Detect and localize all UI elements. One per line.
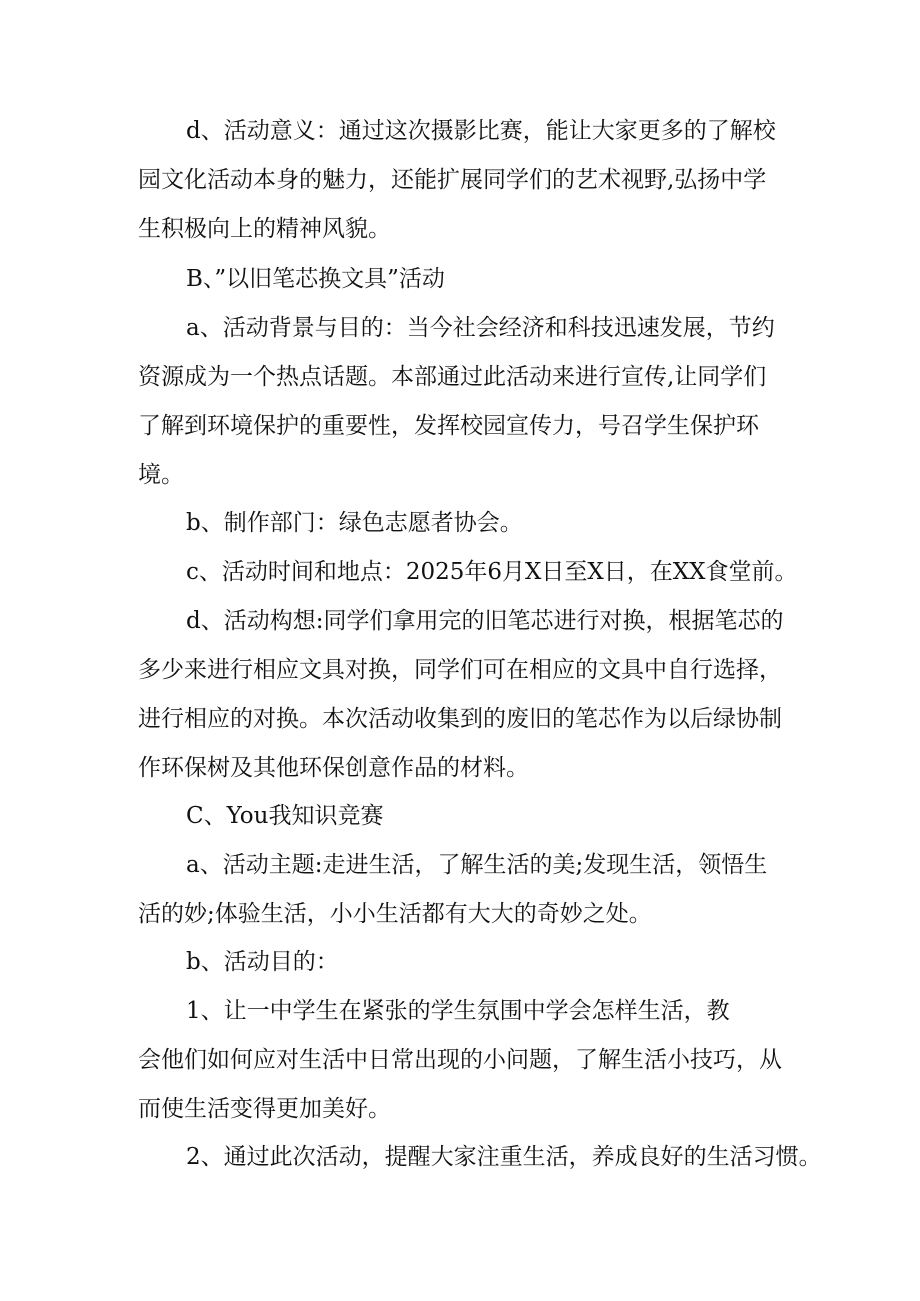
paragraph-line: d、活动意义：通过这次摄影比赛，能让大家更多的了解校 xyxy=(186,118,776,144)
paragraph-line: 活的妙;体验生活，小小生活都有大大的奇妙之处。 xyxy=(138,901,652,927)
section-heading: B、”以旧笔芯换文具”活动 xyxy=(186,266,445,292)
paragraph-line: a、活动背景与目的：当今社会经济和科技迅速发展，节约 xyxy=(186,315,775,341)
paragraph-line: 2、通过此次活动，提醒大家注重生活，养成良好的生活习惯。 xyxy=(186,1144,822,1170)
paragraph-line: 而使生活变得更加美好。 xyxy=(138,1096,391,1122)
paragraph-line: d、活动构想:同学们拿用完的旧笔芯进行对换，根据笔芯的 xyxy=(186,608,784,634)
paragraph-line: a、活动主题:走进生活，了解生活的美;发现生活，领悟生 xyxy=(186,852,768,878)
paragraph-line: 作环保树及其他环保创意作品的材料。 xyxy=(138,755,529,781)
paragraph-line: 进行相应的对换。本次活动收集到的废旧的笔芯作为以后绿协制 xyxy=(138,706,782,732)
paragraph-line: 园文化活动本身的魅力，还能扩展同学们的艺术视野,弘扬中学 xyxy=(138,167,767,193)
paragraph-line: 多少来进行相应文具对换，同学们可在相应的文具中自行选择， xyxy=(138,657,782,683)
paragraph-line: 生积极向上的精神风貌。 xyxy=(138,216,391,242)
section-heading: C、You我知识竞赛 xyxy=(186,803,384,829)
paragraph-line: 会他们如何应对生活中日常出现的小问题，了解生活小技巧，从 xyxy=(138,1047,782,1073)
paragraph-line: b、制作部门：绿色志愿者协会。 xyxy=(186,510,523,536)
paragraph-line: 资源成为一个热点话题。本部通过此活动来进行宣传,让同学们 xyxy=(138,364,767,390)
paragraph-line: 1、让一中学生在紧张的学生氛围中学会怎样生活，教 xyxy=(186,998,730,1024)
paragraph-line: b、活动目的： xyxy=(186,949,339,975)
paragraph-line: 了解到环境保护的重要性，发挥校园宣传力，号召学生保护环 xyxy=(138,413,759,439)
paragraph-line: c、活动时间和地点：2025年6月X日至X日，在XX食堂前。 xyxy=(186,559,798,585)
paragraph-line: 境。 xyxy=(138,462,184,488)
